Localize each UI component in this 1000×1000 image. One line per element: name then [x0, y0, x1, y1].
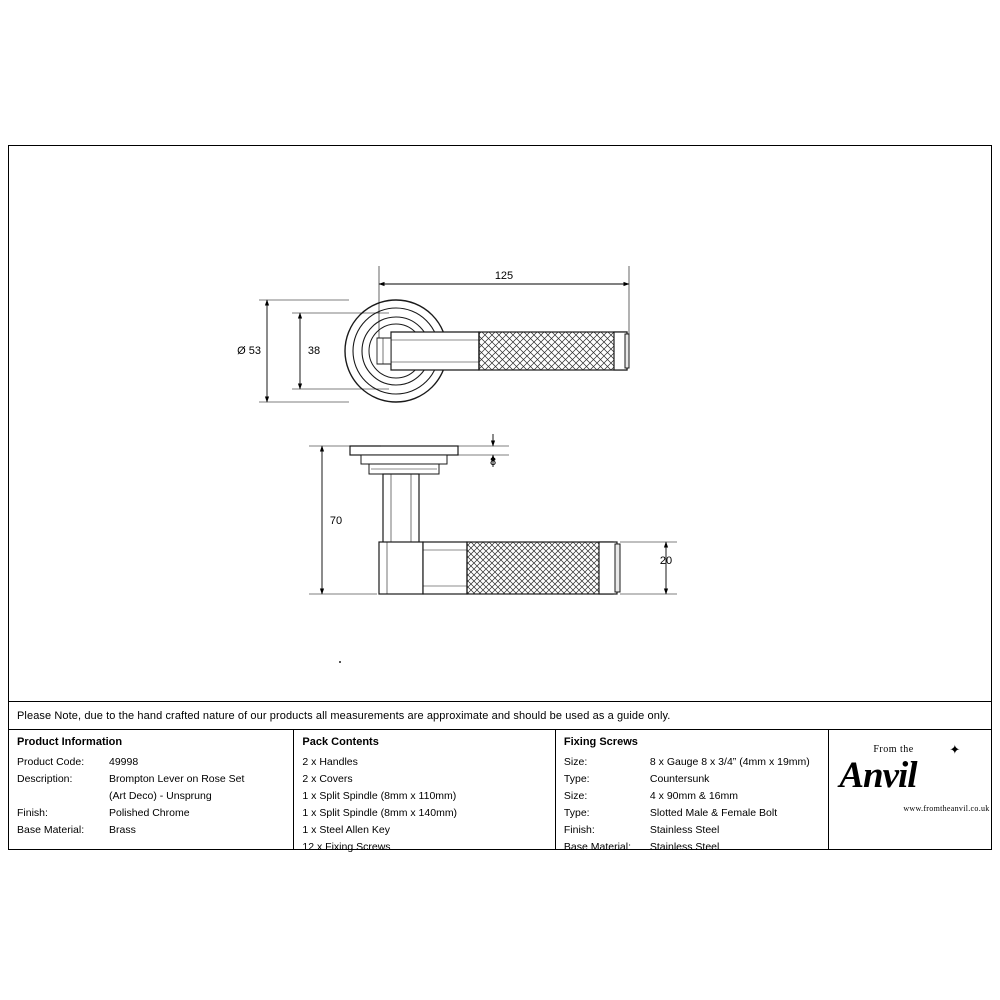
finish-row: [9, 805, 293, 822]
finish-value: Polished Chrome: [109, 807, 190, 819]
list-item: 12 x Fixing Screws: [302, 841, 391, 853]
logo-url-text: www.fromtheanvil.co.uk: [903, 804, 990, 813]
base-material-key: Base Material:: [17, 824, 85, 836]
finish-key: Finish:: [17, 807, 48, 819]
fixing-type-key-2: Type:: [563, 807, 590, 819]
dimension-rose-projection: [458, 434, 509, 468]
dimension-rose-diameter-label: Ø 53: [237, 345, 261, 357]
fixing-type-row-2: [556, 805, 828, 822]
fixing-size-value-2: 4 x 90mm & 16mm: [649, 790, 738, 802]
fixing-type-value-2: Slotted Male & Female Bolt: [649, 807, 778, 819]
description-key: Description:: [17, 773, 73, 785]
fixing-base-material-row: [556, 839, 828, 856]
dimension-grip-depth: [620, 542, 677, 594]
brand-logo: [829, 730, 991, 850]
fixing-screws-column: [556, 730, 829, 853]
pack-contents-column: [294, 730, 555, 853]
pack-contents-title: Pack Contents: [302, 736, 379, 748]
measurement-note-bar: [9, 701, 991, 730]
product-drawing: [9, 146, 991, 700]
dimension-rose-diameter: [237, 300, 349, 402]
measurement-note: Please Note, due to the hand crafted nature of our products all measurements are approximate and should be used as a guide only.: [17, 709, 671, 722]
fixing-size-value: 8 x Gauge 8 x 3/4” (4mm x 19mm): [649, 756, 810, 768]
product-information-column: [9, 730, 294, 850]
list-item: 1 x Split Spindle (8mm x 140mm): [302, 807, 458, 819]
fixing-type-value: Countersunk: [649, 773, 710, 785]
list-item: 1 x Steel Allen Key: [302, 824, 390, 836]
fixing-finish-value: Stainless Steel: [649, 824, 720, 836]
logo-anvil-text: Anvil: [839, 755, 917, 796]
description-key-2: [17, 788, 109, 805]
fixing-type-key: Type:: [563, 773, 590, 785]
list-item: 2 x Handles: [302, 756, 358, 768]
fixing-size-key-2: Size:: [563, 790, 588, 802]
technical-drawing-sheet: [8, 145, 992, 853]
logo-from-the-text: From the: [873, 744, 914, 755]
fixing-size-key: Size:: [563, 756, 588, 768]
description-row: [9, 771, 293, 788]
list-item: 1 x Split Spindle (8mm x 110mm): [302, 790, 457, 802]
dimension-rose-projection-label: 8: [489, 456, 497, 468]
brand-logo-column: [829, 730, 991, 850]
description-value-2: (Art Deco) - Unsprung: [109, 790, 212, 802]
description-value: Brompton Lever on Rose Set: [109, 773, 245, 785]
fixing-base-material-key: Base Material:: [563, 841, 632, 853]
description-row-2: [9, 788, 293, 805]
star-icon: ✦: [949, 742, 961, 757]
product-information-title: Product Information: [17, 736, 123, 748]
fixing-base-material-value: Stainless Steel: [649, 841, 720, 853]
product-code-value: 49998: [109, 756, 139, 768]
list-item: 2 x Covers: [302, 773, 353, 785]
fixing-size-row-2: [556, 788, 828, 805]
fixing-size-row: [556, 754, 828, 771]
dimension-lever-height-label: 38: [307, 345, 321, 357]
dimension-length-label: 125: [494, 270, 514, 282]
side-elevation-view: [309, 434, 677, 663]
dimension-grip-depth-label: 20: [659, 555, 673, 567]
drawing-area: [9, 146, 991, 701]
base-material-row: [9, 822, 293, 839]
fixing-type-row: [556, 771, 828, 788]
product-code-row: [9, 754, 293, 771]
fixing-screws-title: Fixing Screws: [563, 736, 638, 748]
fixing-finish-row: [556, 822, 828, 839]
front-elevation-view: [237, 266, 629, 402]
product-code-key: Product Code:: [17, 756, 85, 768]
dimension-handle-projection-label: 70: [329, 515, 343, 527]
fixing-finish-key: Finish:: [563, 824, 595, 836]
info-row: [9, 730, 991, 853]
base-material-value: Brass: [109, 824, 136, 836]
